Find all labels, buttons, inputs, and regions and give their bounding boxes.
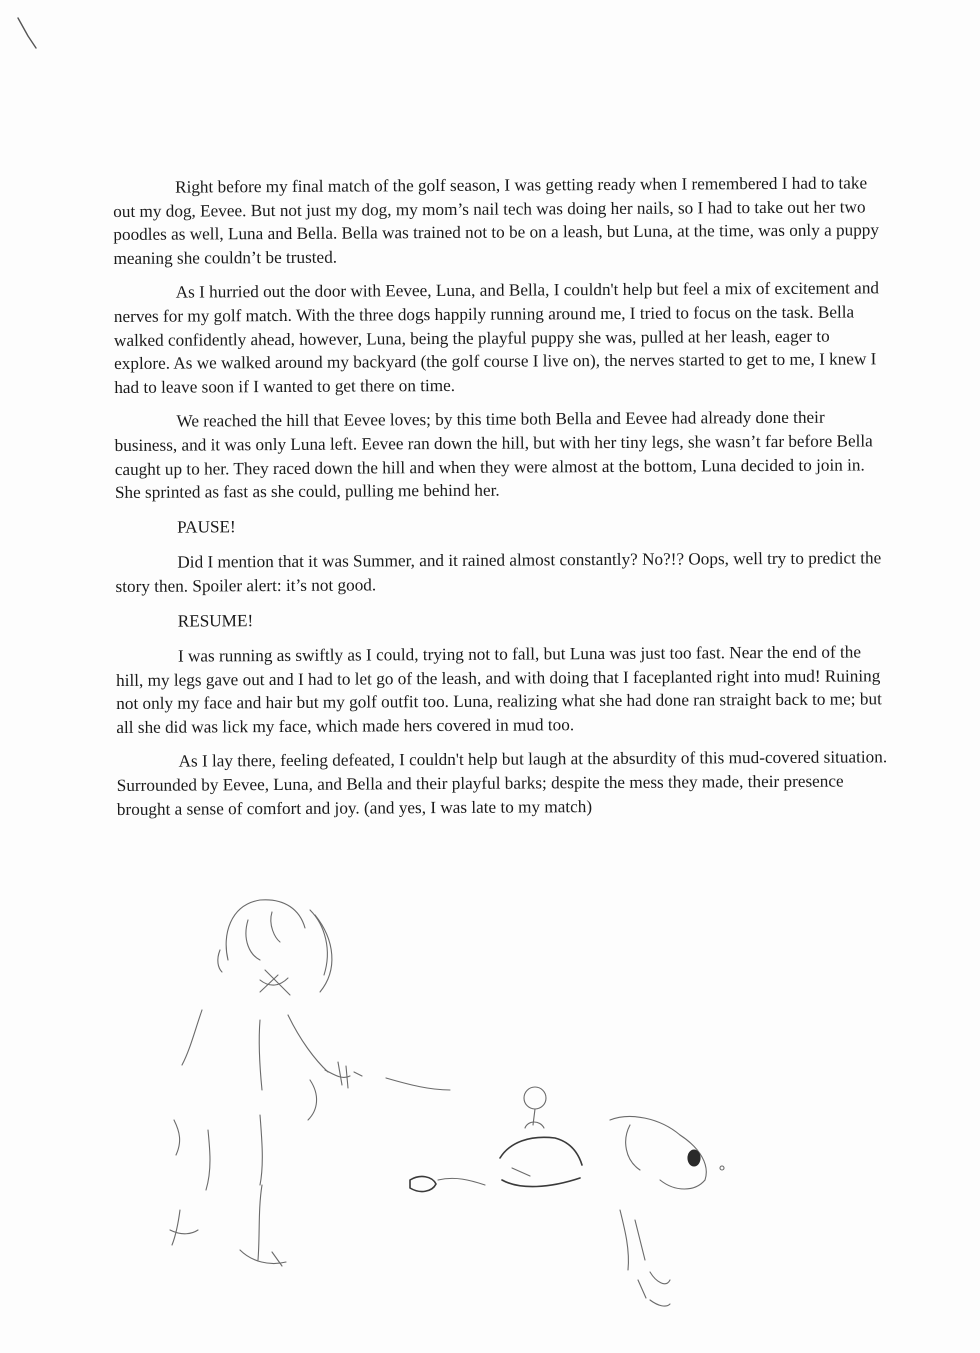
paragraph-pause: PAUSE! — [177, 516, 236, 537]
scan-mark — [14, 14, 44, 54]
pencil-sketch-illustration — [110, 880, 750, 1330]
paragraph-2: As I hurried out the door with Eevee, Luna, and Bella, I couldn't help but feel a mix of excitement and nerves for my golf match. With the three dogs happily running around me, I tried to focus on the task. Bella walked confidently ahead, however, Luna, being the playful puppy she was, pulled at her leash, eager to explore. As we walked around my backyard (the golf course I live on), the nerves started to get to me, I knew I had to leave soon if I wanted to get there on time. — [113, 278, 880, 397]
paragraph-1: Right before my final match of the golf season, I was getting ready when I remembered I had to take out my dog, Eevee. But not just my dog, my mom’s nail tech was doing her nails, so I had to take out her two poodles as well, Luna and Bella. Bella was trained not to be on a leash, but Luna, at the time, was only a puppy meaning she couldn’t be trusted. — [113, 173, 880, 268]
story-text — [113, 171, 892, 832]
leash-line — [386, 1078, 450, 1090]
paragraph-8: As I lay there, feeling defeated, I couldn't help but laugh at the absurdity of this mud-covered situation. Surrounded by Eevee, Luna, and Bella and their playful barks; despite the mess they made, their presence brought a sense of comfort and joy. (and yes, I was late to my match) — [116, 747, 888, 819]
paragraph-5: Did I mention that it was Summer, and it rained almost constantly? No?!? Oops, well try to predict the story then. Spoiler alert: it’s not good. — [115, 548, 882, 596]
poodle-figure — [410, 1087, 724, 1306]
paragraph-7: I was running as swiftly as I could, trying not to fall, but Luna was just too fast. Near the end of the hill, my legs gave out and I had to let go of the leash, and with doing that I faceplanted right into mud! Ruining not only my face and hair but my golf outfit too. Luna, realizing what she had done ran straight back to me; but all she did was lick my face, which made hers covered in mud too. — [116, 642, 882, 737]
paragraph-resume: RESUME! — [177, 610, 254, 631]
paragraph-3: We reached the hill that Eevee loves; by this time both Bella and Eevee had already done their business, and it was only Luna left. Eevee ran down the hill, but with her tiny legs, she wasn’t far before Bella caught up to her. They raced down the hill and when they were almost at the bottom, Luna decided to join in. She sprinted as fast as she could, pulling me behind her. — [114, 408, 873, 503]
girl-figure — [170, 900, 362, 1266]
